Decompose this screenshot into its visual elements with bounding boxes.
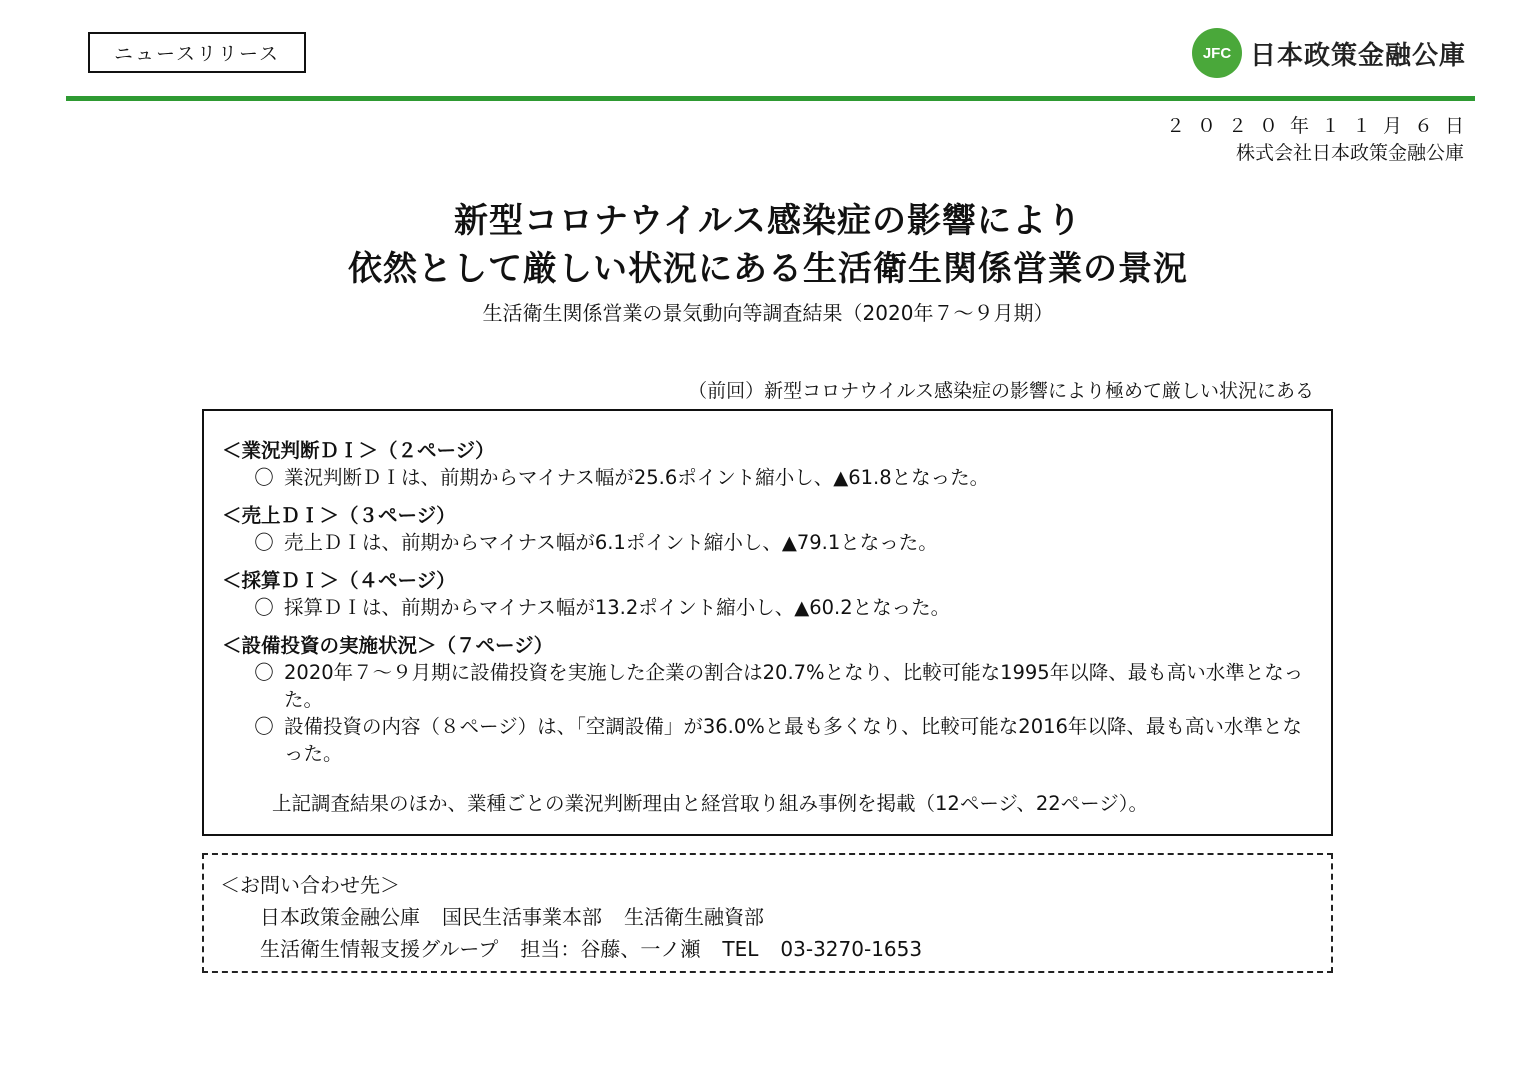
section-sales-di	[222, 502, 1309, 556]
jfc-logo	[1192, 28, 1466, 78]
section-heading: ＜業況判断ＤＩ＞（２ページ）	[222, 439, 495, 462]
circle-bullet-icon: 〇	[254, 715, 274, 738]
page-subtitle: 生活衛生関係営業の景気動向等調査結果（2020年７～９月期）	[482, 301, 1054, 325]
title-block	[0, 197, 1536, 329]
release-organization: 株式会社日本政策金融公庫	[1235, 142, 1464, 164]
section-capex	[222, 632, 1309, 767]
bullet-text: 採算ＤＩは、前期からマイナス幅が13.2ポイント縮小し、▲60.2となった。	[284, 596, 951, 619]
news-release-badge	[88, 32, 306, 73]
section-business-di	[222, 437, 1309, 491]
contact-line-person	[220, 933, 1331, 965]
section-profit-di	[222, 567, 1309, 621]
section-heading: ＜採算ＤＩ＞（４ページ）	[222, 569, 456, 592]
previous-assessment: （前回）新型コロナウイルス感染症の影響により極めて厳しい状況にある	[688, 380, 1314, 402]
section-heading: ＜売上ＤＩ＞（３ページ）	[222, 504, 456, 527]
news-release-label: ニュースリリース	[113, 43, 281, 65]
bullet-item	[222, 594, 1309, 621]
page-title-line-2: 依然として厳しい状況にある生活衛生関係営業の景況	[348, 249, 1188, 289]
contact-department: 生活衛生融資部	[624, 905, 764, 929]
contact-org: 日本政策金融公庫	[260, 905, 420, 929]
contact-person: 担当：谷藤、一ノ瀬	[520, 937, 701, 961]
header-rule	[66, 96, 1475, 101]
contact-tel[interactable]: 03-3270-1653	[780, 937, 923, 961]
bullet-text: 2020年７～９月期に設備投資を実施した企業の割合は20.7%となり、比較可能な1995年以降、最も高い水準となった。	[284, 661, 1304, 711]
bullet-item	[222, 659, 1309, 713]
circle-bullet-icon: 〇	[254, 466, 274, 489]
bullet-item	[222, 464, 1309, 491]
summary-note: 上記調査結果のほか、業種ごとの業況判断理由と経営取り組み事例を掲載（12ページ、22ページ）。	[272, 792, 1149, 815]
circle-bullet-icon: 〇	[254, 596, 274, 619]
contact-line-org	[220, 901, 1331, 933]
circle-bullet-icon: 〇	[254, 661, 274, 684]
contact-group: 生活衛生情報支援グループ	[260, 937, 499, 961]
release-meta	[1165, 113, 1476, 167]
jfc-logo-mark-icon	[1192, 28, 1242, 78]
contact-tel-label: TEL	[722, 937, 759, 961]
release-date: ２０２０年１１月６日	[1165, 115, 1476, 137]
summary-box	[202, 409, 1333, 836]
section-heading: ＜設備投資の実施状況＞（７ページ）	[222, 634, 554, 657]
bullet-text: 売上ＤＩは、前期からマイナス幅が6.1ポイント縮小し、▲79.1となった。	[284, 531, 938, 554]
page-title-line-1: 新型コロナウイルス感染症の影響により	[454, 201, 1082, 241]
jfc-logo-name: 日本政策金融公庫	[1250, 40, 1467, 71]
jfc-logo-mark-text: JFC	[1202, 44, 1232, 62]
bullet-item	[222, 713, 1309, 767]
bullet-text: 設備投資の内容（８ページ）は、「空調設備」が36.0%と最も多くなり、比較可能な2016年以降、最も高い水準となった。	[284, 715, 1302, 765]
contact-box	[202, 853, 1333, 973]
bullet-text: 業況判断ＤＩは、前期からマイナス幅が25.6ポイント縮小し、▲61.8となった。	[284, 466, 990, 489]
bullet-item	[222, 529, 1309, 556]
contact-heading: ＜お問い合わせ先＞	[220, 873, 400, 897]
circle-bullet-icon: 〇	[254, 531, 274, 554]
contact-division: 国民生活事業本部	[442, 905, 602, 929]
